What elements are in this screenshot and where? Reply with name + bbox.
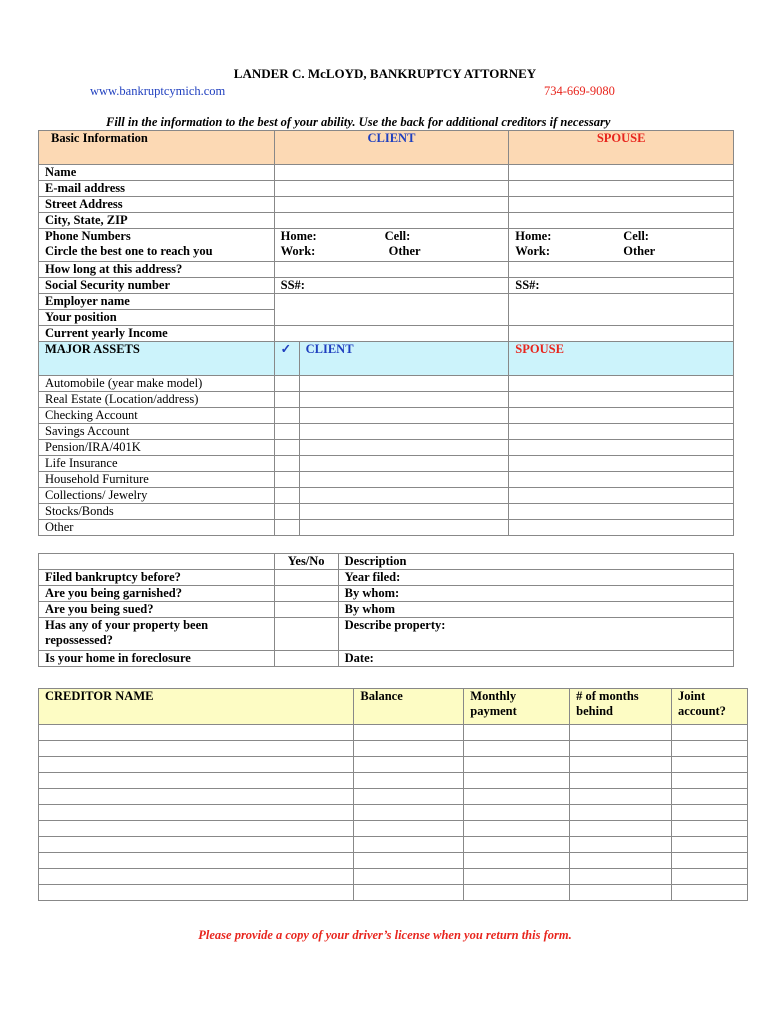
asset-check[interactable] <box>274 392 299 408</box>
balance-field[interactable] <box>354 805 464 821</box>
repossessed-label-1: Has any of your property been <box>45 618 209 632</box>
spouse-column-heading: SPOUSE <box>509 131 734 165</box>
questions-blank <box>39 554 275 570</box>
asset-client-field[interactable] <box>299 440 509 456</box>
asset-check[interactable] <box>274 472 299 488</box>
client-employer-field[interactable] <box>274 294 509 326</box>
balance-field[interactable] <box>354 741 464 757</box>
city-label: City, State, ZIP <box>39 213 275 229</box>
asset-label: Checking Account <box>39 408 275 424</box>
asset-check[interactable] <box>274 424 299 440</box>
how-long-label: How long at this address? <box>39 262 275 278</box>
website-link[interactable]: www.bankruptcymich.com <box>90 84 226 98</box>
asset-client-field[interactable] <box>299 424 509 440</box>
client-name-field[interactable] <box>274 165 509 181</box>
repossessed-label-2: repossessed? <box>45 633 113 647</box>
creditor-name-field[interactable] <box>39 853 354 869</box>
months-field[interactable] <box>570 773 672 789</box>
behind-label: behind <box>576 704 613 718</box>
creditor-name-heading: CREDITOR NAME <box>39 689 354 725</box>
creditor-name-field[interactable] <box>39 805 354 821</box>
email-label: E-mail address <box>39 181 275 197</box>
joint-field[interactable] <box>672 837 748 853</box>
asset-check[interactable] <box>274 520 299 536</box>
account-label: account? <box>678 704 726 718</box>
creditor-name-field[interactable] <box>39 757 354 773</box>
monthly-field[interactable] <box>464 741 570 757</box>
page-title: LANDER C. McLOYD, BANKRUPTCY ATTORNEY <box>233 66 537 81</box>
spouse-city-field[interactable] <box>509 213 734 229</box>
asset-client-field[interactable] <box>299 520 509 536</box>
asset-check[interactable] <box>274 440 299 456</box>
balance-field[interactable] <box>354 773 464 789</box>
garnished-by-whom-field[interactable]: By whom: <box>338 586 733 602</box>
balance-field[interactable] <box>354 885 464 901</box>
circle-label: Circle the best one to reach you <box>45 244 213 258</box>
asset-label: Life Insurance <box>39 456 275 472</box>
client-income-field[interactable] <box>274 326 509 342</box>
monthly-field[interactable] <box>464 837 570 853</box>
asset-label: Pension/IRA/401K <box>39 440 275 456</box>
filed-label: Filed bankruptcy before? <box>39 570 275 586</box>
joint-field[interactable] <box>672 853 748 869</box>
months-label: # of months <box>576 689 639 703</box>
creditor-row <box>39 789 748 805</box>
asset-spouse-field[interactable] <box>509 440 734 456</box>
creditor-row <box>39 869 748 885</box>
balance-field[interactable] <box>354 821 464 837</box>
joint-field[interactable] <box>672 725 748 741</box>
spouse-ssn-field[interactable]: SS#: <box>509 278 734 294</box>
asset-spouse-field[interactable] <box>509 504 734 520</box>
monthly-field[interactable] <box>464 885 570 901</box>
description-heading: Description <box>338 554 733 570</box>
months-field[interactable] <box>570 869 672 885</box>
monthly-field[interactable] <box>464 725 570 741</box>
asset-spouse-field[interactable] <box>509 408 734 424</box>
payment-label: payment <box>470 704 517 718</box>
yes-no-heading: Yes/No <box>274 554 338 570</box>
name-label: Name <box>39 165 275 181</box>
creditor-row <box>39 853 748 869</box>
asset-client-field[interactable] <box>299 504 509 520</box>
client-work-label: Work: <box>280 244 316 258</box>
phone-label-cell <box>39 229 275 262</box>
year-filed-field[interactable]: Year filed: <box>338 570 733 586</box>
client-phone-field[interactable] <box>274 229 509 262</box>
balance-field[interactable] <box>354 837 464 853</box>
asset-label: Automobile (year make model) <box>39 376 275 392</box>
joint-field[interactable] <box>672 885 748 901</box>
spouse-employer-field[interactable] <box>509 294 734 326</box>
monthly-payment-heading <box>464 689 570 725</box>
employer-label: Employer name <box>39 294 275 310</box>
client-how-long-field[interactable] <box>274 262 509 278</box>
monthly-field[interactable] <box>464 869 570 885</box>
asset-spouse-field[interactable] <box>509 520 734 536</box>
joint-account-heading <box>672 689 748 725</box>
asset-spouse-field[interactable] <box>509 392 734 408</box>
creditor-row <box>39 773 748 789</box>
describe-property-field[interactable]: Describe property: <box>338 618 733 651</box>
asset-spouse-field[interactable] <box>509 456 734 472</box>
spouse-street-field[interactable] <box>509 197 734 213</box>
phone-number: 734-669-9080 <box>544 84 615 98</box>
income-label: Current yearly Income <box>39 326 275 342</box>
creditor-row <box>39 805 748 821</box>
spouse-email-field[interactable] <box>509 181 734 197</box>
spouse-home-label: Home: <box>515 229 552 243</box>
monthly-field[interactable] <box>464 789 570 805</box>
repossessed-yes-no[interactable] <box>274 618 338 651</box>
creditor-row <box>39 757 748 773</box>
balance-field[interactable] <box>354 869 464 885</box>
balance-field[interactable] <box>354 757 464 773</box>
asset-client-field[interactable] <box>299 392 509 408</box>
joint-field[interactable] <box>672 805 748 821</box>
monthly-field[interactable] <box>464 853 570 869</box>
sued-label: Are you being sued? <box>39 602 275 618</box>
asset-label: Savings Account <box>39 424 275 440</box>
monthly-field[interactable] <box>464 821 570 837</box>
client-street-field[interactable] <box>274 197 509 213</box>
foreclosure-yes-no[interactable] <box>274 651 338 667</box>
months-field[interactable] <box>570 853 672 869</box>
asset-label: Collections/ Jewelry <box>39 488 275 504</box>
monthly-field[interactable] <box>464 757 570 773</box>
balance-heading: Balance <box>354 689 464 725</box>
balance-field[interactable] <box>354 853 464 869</box>
creditor-name-field[interactable] <box>39 885 354 901</box>
asset-spouse-field[interactable] <box>509 472 734 488</box>
client-city-field[interactable] <box>274 213 509 229</box>
basic-info-heading: Basic Information <box>39 131 275 165</box>
check-icon: ✓ <box>274 342 299 376</box>
sued-yes-no[interactable] <box>274 602 338 618</box>
creditor-row <box>39 725 748 741</box>
joint-label: Joint <box>678 689 706 703</box>
monthly-label: Monthly <box>470 689 517 703</box>
months-field[interactable] <box>570 789 672 805</box>
months-field[interactable] <box>570 725 672 741</box>
asset-spouse-field[interactable] <box>509 376 734 392</box>
asset-spouse-field[interactable] <box>509 424 734 440</box>
position-label: Your position <box>39 310 275 326</box>
joint-field[interactable] <box>672 789 748 805</box>
garnished-yes-no[interactable] <box>274 586 338 602</box>
joint-field[interactable] <box>672 757 748 773</box>
ssn-label: Social Security number <box>39 278 275 294</box>
asset-check[interactable] <box>274 408 299 424</box>
joint-field[interactable] <box>672 821 748 837</box>
spouse-work-label: Work: <box>515 244 551 258</box>
spouse-phone-field[interactable] <box>509 229 734 262</box>
phone-numbers-label: Phone Numbers <box>45 229 131 243</box>
spouse-name-field[interactable] <box>509 165 734 181</box>
assets-client-heading: CLIENT <box>299 342 509 376</box>
creditor-name-field[interactable] <box>39 821 354 837</box>
assets-spouse-heading: SPOUSE <box>509 342 734 376</box>
creditor-row <box>39 821 748 837</box>
client-home-label: Home: <box>280 229 317 243</box>
balance-field[interactable] <box>354 789 464 805</box>
asset-check[interactable] <box>274 376 299 392</box>
asset-client-field[interactable] <box>299 488 509 504</box>
creditor-row <box>39 885 748 901</box>
foreclosure-label: Is your home in foreclosure <box>39 651 275 667</box>
asset-label: Other <box>39 520 275 536</box>
footer-note: Please provide a copy of your driver’s license when you return this form. <box>198 928 572 942</box>
months-field[interactable] <box>570 757 672 773</box>
joint-field[interactable] <box>672 869 748 885</box>
joint-field[interactable] <box>672 773 748 789</box>
asset-label: Household Furniture <box>39 472 275 488</box>
months-field[interactable] <box>570 837 672 853</box>
creditor-name-field[interactable] <box>39 725 354 741</box>
creditor-name-field[interactable] <box>39 773 354 789</box>
spouse-other-label: Other <box>623 244 656 258</box>
asset-client-field[interactable] <box>299 408 509 424</box>
months-field[interactable] <box>570 821 672 837</box>
client-email-field[interactable] <box>274 181 509 197</box>
questions-table <box>38 553 734 667</box>
monthly-field[interactable] <box>464 805 570 821</box>
spouse-income-field[interactable] <box>509 326 734 342</box>
asset-label: Real Estate (Location/address) <box>39 392 275 408</box>
garnished-label: Are you being garnished? <box>39 586 275 602</box>
foreclosure-date-field[interactable]: Date: <box>338 651 733 667</box>
creditor-row <box>39 837 748 853</box>
creditor-name-field[interactable] <box>39 837 354 853</box>
asset-client-field[interactable] <box>299 456 509 472</box>
creditor-row <box>39 741 748 757</box>
creditor-name-field[interactable] <box>39 869 354 885</box>
creditors-table <box>38 688 748 901</box>
creditor-name-field[interactable] <box>39 789 354 805</box>
client-cell-label: Cell: <box>384 229 411 243</box>
months-field[interactable] <box>570 741 672 757</box>
joint-field[interactable] <box>672 741 748 757</box>
instructions: Fill in the information to the best of your ability. Use the back for additional creditors if necessary <box>106 115 611 129</box>
asset-check[interactable] <box>274 504 299 520</box>
spouse-cell-label: Cell: <box>623 229 649 243</box>
monthly-field[interactable] <box>464 773 570 789</box>
major-assets-heading: MAJOR ASSETS <box>39 342 275 376</box>
asset-label: Stocks/Bonds <box>39 504 275 520</box>
street-label: Street Address <box>39 197 275 213</box>
asset-client-field[interactable] <box>299 472 509 488</box>
basic-info-table <box>38 130 734 536</box>
filed-yes-no[interactable] <box>274 570 338 586</box>
sued-by-whom-field[interactable]: By whom <box>338 602 733 618</box>
asset-check[interactable] <box>274 488 299 504</box>
balance-field[interactable] <box>354 725 464 741</box>
client-column-heading: CLIENT <box>274 131 509 165</box>
repossessed-label-cell <box>39 618 275 651</box>
creditor-name-field[interactable] <box>39 741 354 757</box>
asset-check[interactable] <box>274 456 299 472</box>
months-behind-heading <box>570 689 672 725</box>
asset-spouse-field[interactable] <box>509 488 734 504</box>
months-field[interactable] <box>570 805 672 821</box>
asset-client-field[interactable] <box>299 376 509 392</box>
client-other-label: Other <box>388 244 421 258</box>
client-ssn-field[interactable]: SS#: <box>274 278 509 294</box>
spouse-how-long-field[interactable] <box>509 262 734 278</box>
months-field[interactable] <box>570 885 672 901</box>
